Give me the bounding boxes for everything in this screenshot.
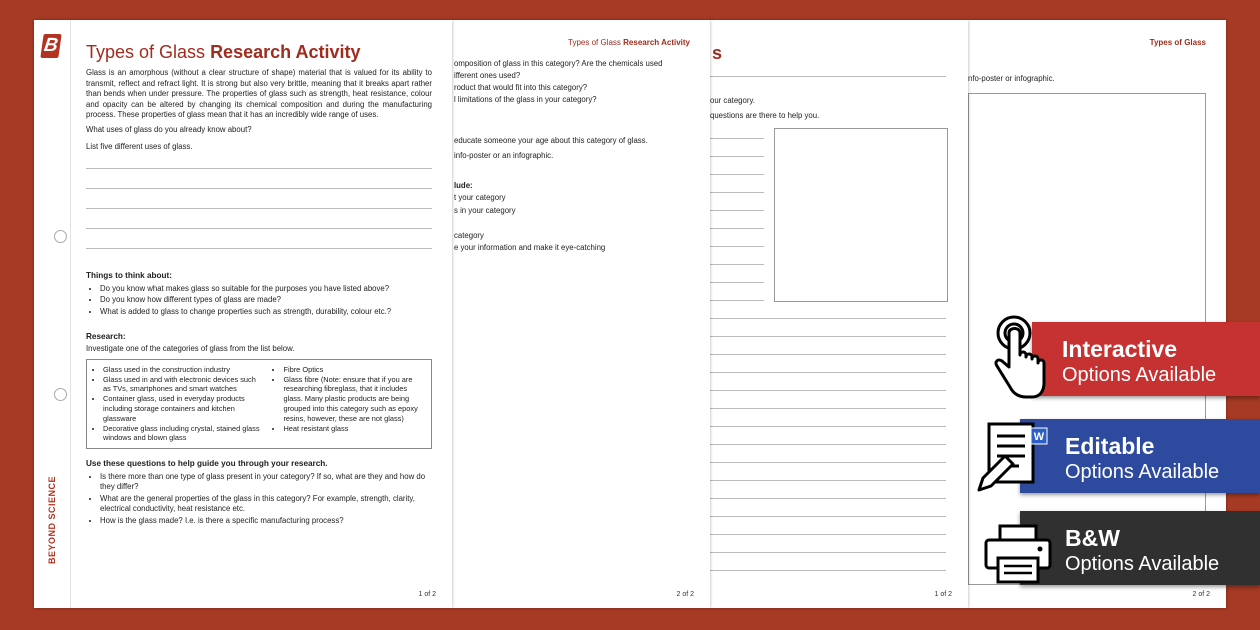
answer-line[interactable] [710,336,946,337]
text-line: info-poster or an infographic. [454,151,554,160]
text-line: nfo-poster or infographic. [968,74,1055,83]
answer-line[interactable] [710,246,764,247]
category-list-left [93,365,263,443]
think-list [86,284,432,318]
answer-line[interactable] [710,138,764,139]
list-item: • Glass used in the construction industry [103,365,263,375]
answer-line[interactable] [710,516,946,517]
list-item: • What is added to glass to change properties such as strength, durability, colour etc.? [100,307,432,318]
answer-line[interactable] [710,498,946,499]
question-1: What uses of glass do you already know about? [86,124,252,134]
research-heading: Research: [86,331,126,341]
list-item: • Decorative glass including crystal, stained glass windows and blown glass [103,424,263,444]
answer-line[interactable] [86,168,432,169]
banner-title: Interactive [1062,336,1178,362]
list-item: • Is there more than one type of glass present in your category? If so, what are they and how do they differ? [100,472,432,493]
answer-line[interactable] [710,264,764,265]
text-line: roduct that would fit into this category? [454,83,588,92]
think-heading: Things to think about: [86,271,172,281]
answer-line[interactable] [710,210,764,211]
list-item: • Do you know what makes glass so suitable for the purposes you have listed above? [100,284,432,295]
answer-line[interactable] [710,480,946,481]
answer-line[interactable] [710,552,946,553]
list-item: • Glass fibre (Note: ensure that if you are researching fibreglass, that it includes glass. Many plastic products are being grouped into this category such as epoxy resins, however, these are not glass) [283,375,425,424]
banner-subtitle: Options Available [1065,553,1220,575]
banner-subtitle: Options Available [1062,364,1217,386]
list-item: t your category [454,193,506,202]
worksheet-page-3 [710,20,968,608]
answer-line[interactable] [710,372,946,373]
page-number: 2 of 2 [1192,591,1210,598]
answer-line[interactable] [710,76,946,77]
banner-title: Editable [1065,433,1155,459]
banner-title: B&W [1065,525,1120,551]
interactive-options-banner[interactable] [1032,322,1260,396]
answer-line[interactable] [710,174,764,175]
answer-line[interactable] [710,318,946,319]
question-2: List five different uses of glass. [86,141,193,151]
page-title: s [712,43,723,63]
binder-hole [54,388,67,401]
text-line: our category. [710,96,755,105]
worksheet-body [86,68,432,528]
text-line: educate someone your age about this category of glass. [454,136,648,145]
text-line: l limitations of the glass in your category? [454,95,597,104]
list-item: • Fibre Optics [283,365,425,375]
answer-line[interactable] [710,462,946,463]
list-item: • How is the glass made? I.e. is there a specific manufacturing process? [100,516,432,527]
page-number: 1 of 2 [934,591,952,598]
answer-line[interactable] [86,228,432,229]
worksheet-page-1 [34,20,452,608]
page-header: Types of Glass [1149,38,1206,47]
svg-text:W: W [1033,431,1045,443]
list-item: s in your category [454,206,516,215]
printer-icon [982,522,1054,586]
list-item: • Do you know how different types of glass are made? [100,295,432,306]
answer-line[interactable] [710,354,946,355]
answer-line[interactable] [86,248,432,249]
answer-line[interactable] [710,192,764,193]
answer-line[interactable] [710,426,946,427]
research-text: Investigate one of the categories of glass from the list below. [86,344,295,354]
margin-line [70,20,71,608]
category-list-right [273,365,425,443]
pointer-hand-icon [990,315,1050,407]
answer-line[interactable] [710,282,764,283]
page-header: Types of Glass Research Activity [568,38,690,47]
answer-line[interactable] [710,228,764,229]
guide-list [86,472,432,527]
answer-line[interactable] [710,408,946,409]
worksheet-page-2 [452,20,710,608]
list-item: • Container glass, used in everyday products including storage containers and kitchen glassware [103,394,263,423]
brand-logo: B [40,34,61,58]
list-item: • Heat resistant glass [283,424,425,434]
text-line: ifferent ones used? [454,71,521,80]
list-item: • What are the general properties of the glass in this category? For example, strength, clarity, electrical conductivity, heat resistance etc. [100,494,432,515]
answer-line[interactable] [710,390,946,391]
answer-line[interactable] [710,534,946,535]
page-number: 2 of 2 [676,591,694,598]
page-number: 1 of 2 [418,591,436,598]
edit-document-icon [975,420,1055,496]
answer-line[interactable] [710,156,764,157]
banner-subtitle: Options Available [1065,461,1220,483]
text-line: omposition of glass in this category? Are the chemicals used [454,59,663,68]
editable-options-banner[interactable] [1020,419,1260,493]
include-heading: lude: [454,181,473,190]
list-item: • Glass used in and with electronic devices such as TVs, smartphones and smart watches [103,375,263,395]
list-item: category [454,231,484,240]
guide-heading: Use these questions to help guide you through your research. [86,459,328,469]
binder-hole [54,230,67,243]
intro-paragraph: Glass is an amorphous (without a clear structure of shape) material that is valued for its ability to transmit, reflect and refract light. It is strong but also very brittle, meaning that it breaks apart rather than bends when under pressure. The properties of glass such as strength, heat resistance, colour and opacity can be altered by changing its chemical composition and during the manufacturing process. These properties of glass mean that it has an incredibly wide range of uses. [86,68,432,120]
answer-line[interactable] [710,444,946,445]
list-item: e your information and make it eye-catching [454,243,606,252]
answer-line[interactable] [86,188,432,189]
brand-label: BEYOND SCIENCE [47,475,57,565]
bw-options-banner[interactable] [1020,511,1260,585]
drawing-box[interactable] [774,128,948,302]
text-line: questions are there to help you. [710,111,820,120]
answer-line[interactable] [710,570,946,571]
category-box [86,359,432,449]
answer-line[interactable] [86,208,432,209]
page-title: Types of Glass Research Activity [86,42,361,62]
answer-line[interactable] [710,300,764,301]
